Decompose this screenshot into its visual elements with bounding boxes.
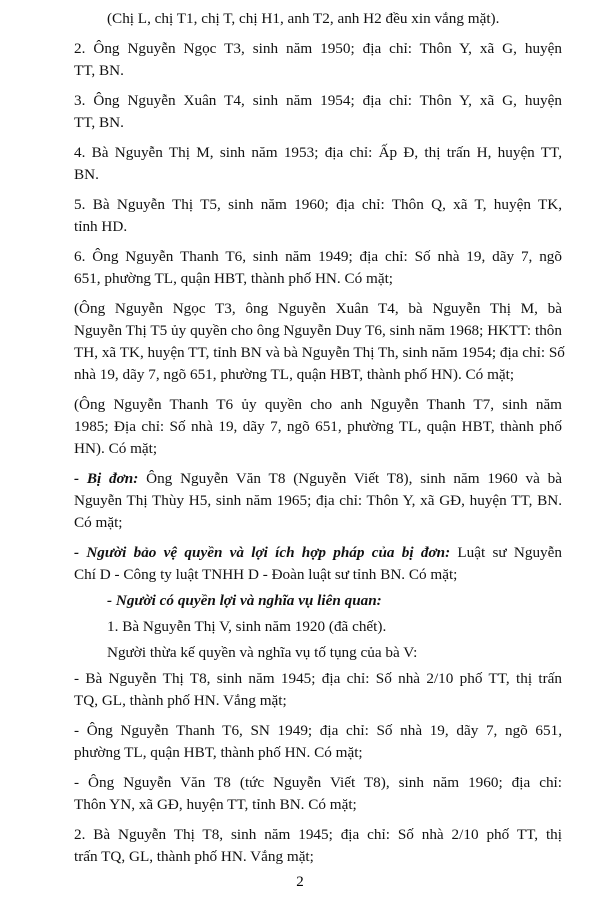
text-line: TH, xã TK, huyện TT, tỉnh BN và bà Nguyễn Thị Th, sinh năm 1954; địa chỉ: Số	[74, 344, 565, 361]
text-line: - Người bảo vệ quyền và lợi ích hợp pháp của bị đơn: Luật sư Nguyễn	[74, 544, 562, 561]
text-line: tỉnh HD.	[74, 218, 128, 235]
text-line: Người thừa kế quyền và nghĩa vụ tố tụng của bà V:	[107, 644, 418, 661]
text-line: - Ông Nguyễn Văn T8 (tức Nguyễn Viết T8), sinh năm 1960; địa chỉ:	[74, 774, 562, 791]
text-line: - Bị đơn: Ông Nguyễn Văn T8 (Nguyễn Viết T8), sinh năm 1960 và bà	[74, 470, 562, 487]
text-line: trấn TQ, GL, thành phố HN. Vắng mặt;	[74, 848, 314, 865]
text-line: Nguyễn Thị Thùy H5, sinh năm 1965; địa chỉ: Thôn Y, xã GĐ, huyện TT, BN.	[74, 492, 562, 509]
text-line: TT, BN.	[74, 114, 124, 131]
text-line: Thôn YN, xã GĐ, huyện TT, tỉnh BN. Có mặt;	[74, 796, 357, 813]
text-line: phường TL, quận HBT, thành phố HN. Có mặt;	[74, 744, 363, 761]
text-line: BN.	[74, 166, 99, 183]
text-line: 1. Bà Nguyễn Thị V, sinh năm 1920 (đã chết).	[107, 618, 387, 635]
text-line: HN). Có mặt;	[74, 440, 158, 457]
text-line: 1985; Địa chỉ: Số nhà 19, dãy 7, ngõ 651, phường TL, quận HBT, thành phố	[74, 418, 562, 435]
text-line: Nguyễn Thị T5 ủy quyền cho ông Nguyễn Duy T6, sinh năm 1968; HKTT: thôn	[74, 322, 562, 339]
text-line: 5. Bà Nguyễn Thị T5, sinh năm 1960; địa chỉ: Thôn Q, xã T, huyện TK,	[74, 196, 562, 213]
text-line: (Chị L, chị T1, chị T, chị H1, anh T2, anh H2 đều xin vắng mặt).	[107, 10, 500, 27]
text-line: - Ông Nguyễn Thanh T6, SN 1949; địa chỉ: Số nhà 19, dãy 7, ngõ 651,	[74, 722, 562, 739]
related-party-label: - Người có quyền lợi và nghĩa vụ liên quan:	[107, 592, 382, 609]
text-line: 3. Ông Nguyễn Xuân T4, sinh năm 1954; địa chỉ: Thôn Y, xã G, huyện	[74, 92, 562, 109]
text-line: 2. Ông Nguyễn Ngọc T3, sinh năm 1950; địa chỉ: Thôn Y, xã G, huyện	[74, 40, 562, 57]
text-line: TT, BN.	[74, 62, 124, 79]
text-line: 651, phường TL, quận HBT, thành phố HN. Có mặt;	[74, 270, 394, 287]
defender-label: - Người bảo vệ quyền và lợi ích hợp pháp của bị đơn:	[74, 544, 451, 561]
defendant-label: - Bị đơn:	[74, 470, 139, 487]
text-line: nhà 19, dãy 7, ngõ 651, phường TL, quận HBT, thành phố HN). Có mặt;	[74, 366, 515, 383]
text-line: (Ông Nguyễn Ngọc T3, ông Nguyễn Xuân T4, bà Nguyễn Thị M, bà	[74, 300, 562, 317]
text-line: Chí D - Công ty luật TNHH D - Đoàn luật sư tỉnh BN. Có mặt;	[74, 566, 458, 583]
text-line: Có mặt;	[74, 514, 123, 531]
text-line: TQ, GL, thành phố HN. Vắng mặt;	[74, 692, 287, 709]
text-line: - Bà Nguyễn Thị T8, sinh năm 1945; địa chỉ: Số nhà 2/10 phố TT, thị trấn	[74, 670, 562, 687]
page-number: 2	[296, 874, 304, 890]
text-line	[107, 590, 562, 612]
text-line: 2. Bà Nguyễn Thị T8, sinh năm 1945; địa chỉ: Số nhà 2/10 phố TT, thị	[74, 826, 562, 843]
text-line: 6. Ông Nguyễn Thanh T6, sinh năm 1949; địa chỉ: Số nhà 19, dãy 7, ngõ	[74, 248, 562, 265]
text-line: (Ông Nguyễn Thanh T6 ủy quyền cho anh Nguyễn Thanh T7, sinh năm	[74, 396, 562, 413]
text-line: 4. Bà Nguyễn Thị M, sinh năm 1953; địa chỉ: Ấp Đ, thị trấn H, huyện TT,	[74, 144, 562, 161]
